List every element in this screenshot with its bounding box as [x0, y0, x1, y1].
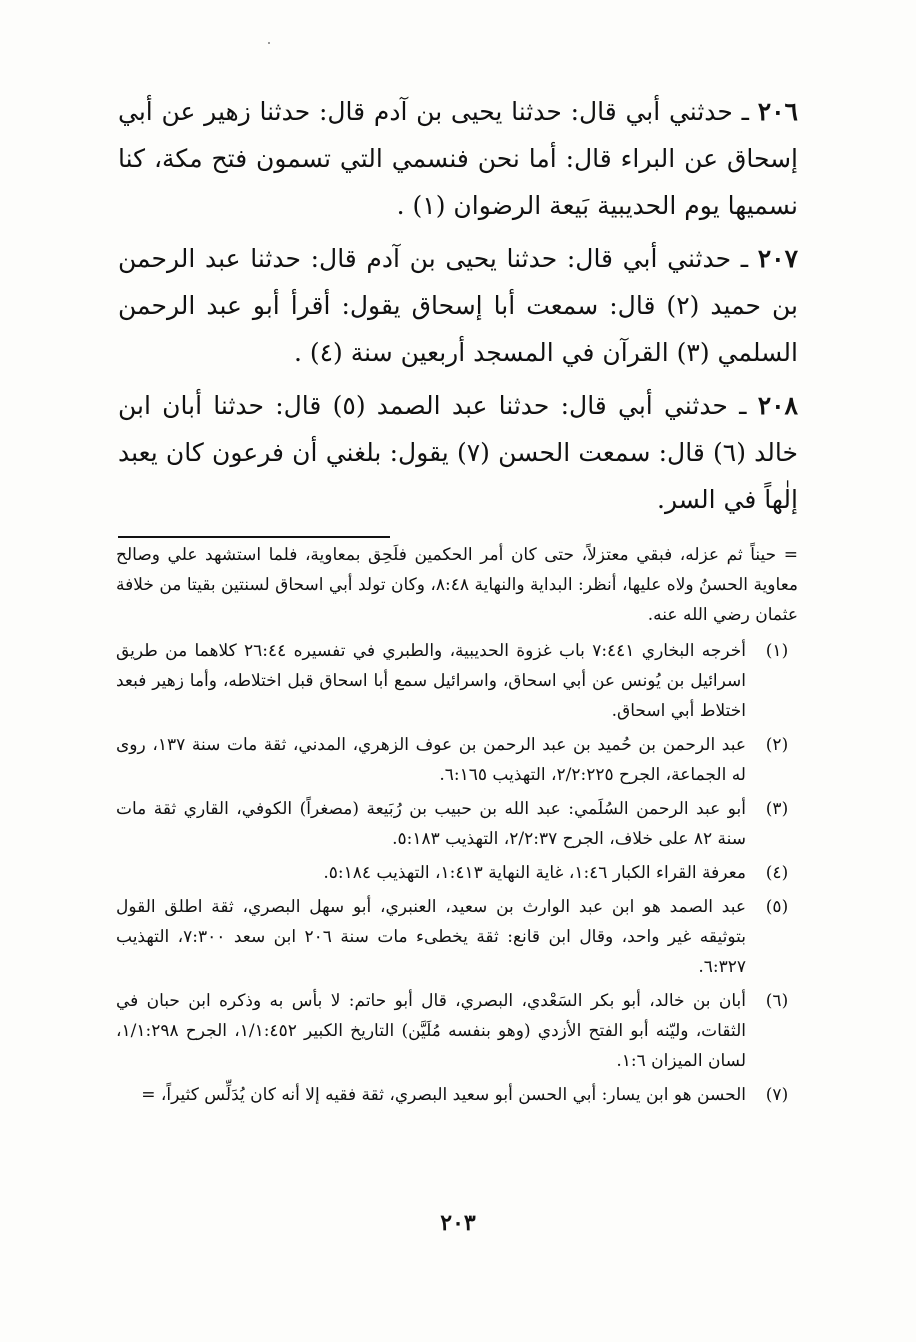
footnote-text: أبو عبد الرحمن السُلَمي: عبد الله بن حبيب بن رُبَيعة (مصغراً) الكوفي، القاري ثقة مات سنة ٨٢ على خلاف، الجرح ٢/٢:٣٧، التهذيب ٥:١٨٣.: [116, 799, 746, 849]
hadith-number: ٢٠٨: [757, 391, 798, 420]
footnote-6: [116, 986, 798, 1076]
footnote-4: [116, 858, 798, 888]
footnotes: [116, 540, 798, 1114]
scan-speck: [268, 42, 270, 44]
footnote-3: [116, 794, 798, 854]
footnote-text: عبد الصمد هو ابن عبد الوارث بن سعيد، العنبري، أبو سهل البصري، ثقة اطلق القول بتوثيقه غير واحد، وقال ابن قانع: ثقة يخطىء مات سنة ٢٠٦ ابن سعد ٧:٣٠٠، التهذيب ٦:٣٢٧.: [116, 897, 746, 977]
hadith-206: [118, 88, 798, 229]
footnote-marker: (١): [765, 641, 789, 661]
footnote-text: أبان بن خالد، أبو بكر السَعْدي، البصري، قال أبو حاتم: لا بأس به وذكره ابن حبان في الثقات، وليّنه أبو الفتح الأزدي (وهو بنفسه مُلَيَّن) التاريخ الكبير ١/١:٤٥٢، الجرح ١/١:٢٩٨، لسان الميزان ١:٦.: [116, 991, 746, 1071]
footnote-marker: (٧): [765, 1085, 789, 1105]
footnote-marker: (٦): [765, 991, 789, 1011]
hadith-text: ـ حدثني أبي قال: حدثنا عبد الصمد (٥) قال: حدثنا أبان ابن خالد (٦) قال: سمعت الحسن (٧) يقول: بلغني أن فرعون كان يعبد إلٰهاً في السر.: [118, 391, 798, 514]
footnote-1: [116, 636, 798, 726]
page-number: ٢٠٣: [440, 1210, 476, 1236]
hadith-number: ٢٠٦: [757, 97, 798, 126]
footnote-marker: (٥): [765, 897, 789, 917]
hadith-text: ـ حدثني أبي قال: حدثنا يحيى بن آدم قال: حدثنا عبد الرحمن بن حميد (٢) قال: سمعت أبا إسحاق يقول: أقرأ أبو عبد الرحمن السلمي (٣) القرآن في المسجد أربعين سنة (٤) .: [118, 244, 798, 367]
hadith-208: [118, 382, 798, 523]
main-text: [118, 88, 798, 529]
footnote-marker: (٤): [765, 863, 789, 883]
footnote-separator: [118, 536, 390, 538]
footnote-2: [116, 730, 798, 790]
footnote-text: معرفة القراء الكبار ١:٤٦، غاية النهاية ١:٤١٣، التهذيب ٥:١٨٤.: [323, 863, 746, 883]
footnote-continuation: = حيناً ثم عزله، فبقي معتزلاً، حتى كان أمر الحكمين فلَحِق بمعاوية، فلما استشهد علي وصالح معاوية الحسنُ ولاه عليها، أنظر: البداية والنهاية ٨:٤٨، وكان تولد أبي اسحاق لسنتين بقيتا من خلافة عثمان رضي الله عنه.: [116, 545, 799, 625]
hadith-text: ـ حدثني أبي قال: حدثنا يحيى بن آدم قال: حدثنا زهير عن أبي إسحاق عن البراء قال: أما نحن فنسمي التي تسمون فتح مكة، كنا نسميها يوم الحديبية بَيعة الرضوان (١) .: [118, 97, 798, 220]
hadith-207: [118, 235, 798, 376]
hadith-number: ٢٠٧: [757, 244, 799, 273]
footnote-text: عبد الرحمن بن حُميد بن عبد الرحمن بن عوف الزهري، المدني، ثقة مات سنة ١٣٧، روى له الجماعة، الجرح ٢/٢:٢٢٥، التهذيب ٦:١٦٥.: [116, 735, 746, 785]
footnote-marker: (٢): [765, 735, 789, 755]
footnote-text: الحسن هو ابن يسار: أبي الحسن أبو سعيد البصري، ثقة فقيه إلا أنه كان يُدَلِّس كثيراً، =: [141, 1085, 746, 1105]
footnote-marker: (٣): [765, 799, 789, 819]
footnote-7: [116, 1080, 798, 1110]
footnote-text: أخرجه البخاري ٧:٤٤١ باب غزوة الحديبية، والطبري في تفسيره ٢٦:٤٤ كلاهما من طريق اسرائيل بن يُونس عن أبي اسحاق، واسرائيل سمع أبا اسحاق قبل اختلاطه، وأما زهير فبعد اختلاط أبي اسحاق.: [116, 641, 746, 721]
footnote-5: [116, 892, 798, 982]
